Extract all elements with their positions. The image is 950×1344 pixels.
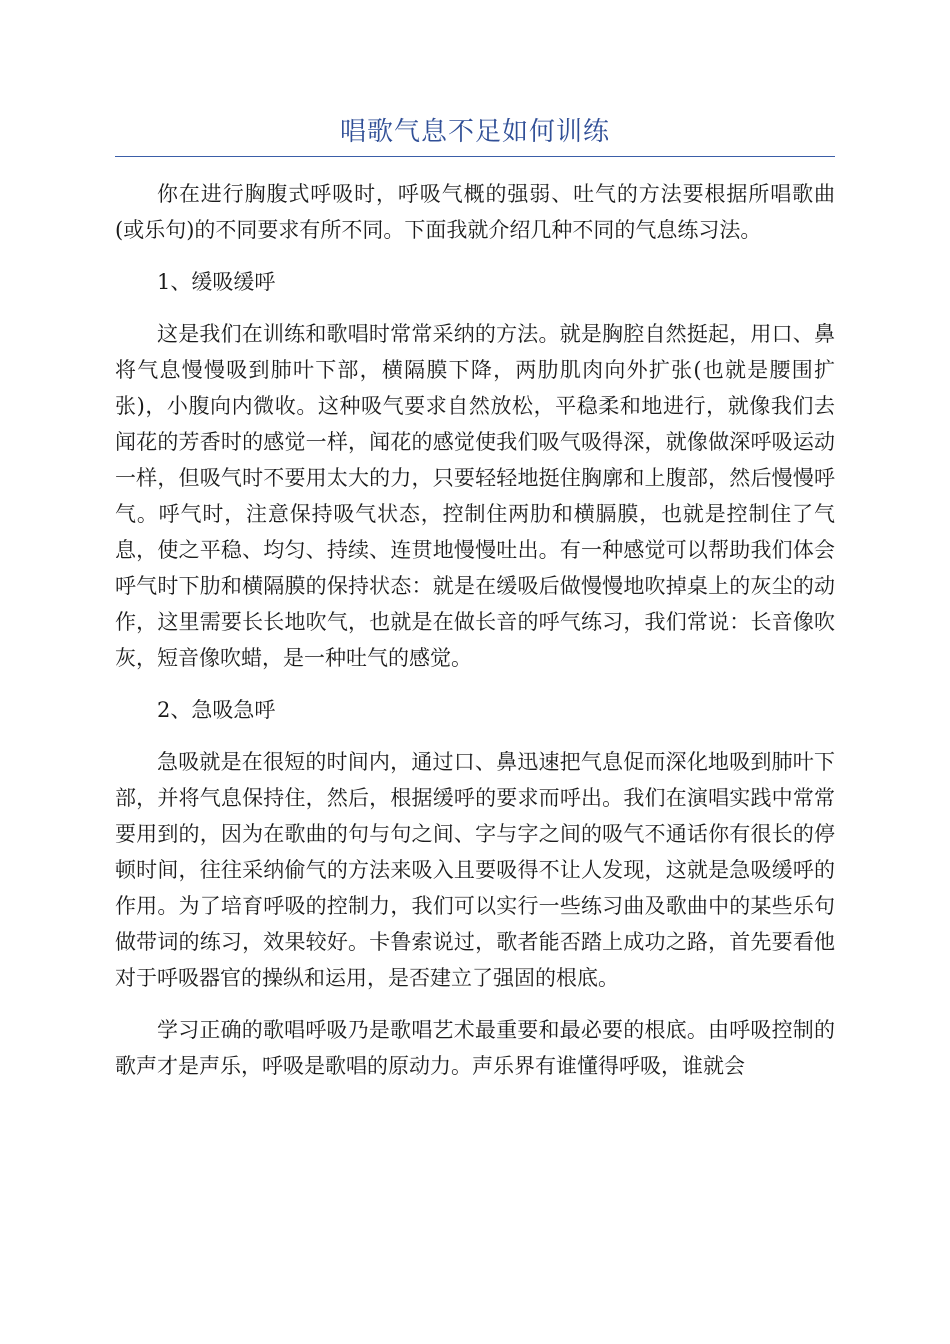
intro-paragraph: 你在进行胸腹式呼吸时，呼吸气概的强弱、吐气的方法要根据所唱歌曲(或乐句)的不同要求有所不同。下面我就介绍几种不同的气息练习法。 (115, 182, 835, 242)
section-heading-slow-breath: 1、缓吸缓呼 (157, 270, 276, 294)
slow-breath-paragraph: 这是我们在训练和歌唱时常常采纳的方法。就是胸腔自然挺起，用口、鼻将气息慢慢吸到肺叶下部，横隔膜下降，两肋肌肉向外扩张(也就是腰围扩张)，小腹向内微收。这种吸气要求自然放松，平稳柔和地进行，就像我们去闻花的芳香时的感觉一样，闻花的感觉使我们吸气吸得深，就像做深呼吸运动一样，但吸气时不要用太大的力，只要轻轻地挺住胸廓和上腹部，然后慢慢呼气。呼气时，注意保持吸气状态，控制住两肋和横膈膜，也就是控制住了气息，使之平稳、均匀、持续、连贯地慢慢吐出。有一种感觉可以帮助我们体会呼气时下肋和横隔膜的保持状态：就是在缓吸后做慢慢地吹掉桌上的灰尘的动作，这里需要长长地吹气，也就是在做长音的呼气练习，我们常说：长音像吹灰，短音像吹蜡，是一种吐气的感觉。 (115, 322, 835, 670)
page-title: 唱歌气息不足如何训练 (339, 117, 610, 147)
closing-paragraph: 学习正确的歌唱呼吸乃是歌唱艺术最重要和最必要的根底。由呼吸控制的歌声才是声乐，呼吸是歌唱的原动力。声乐界有谁懂得呼吸，谁就会 (115, 1018, 835, 1078)
title-block (115, 112, 835, 157)
fast-breath-paragraph: 急吸就是在很短的时间内，通过口、鼻迅速把气息促而深化地吸到肺叶下部，并将气息保持住，然后，根据缓呼的要求而呼出。我们在演唱实践中常常要用到的，因为在歌曲的句与句之间、字与字之间的吸气不通话你有很长的停顿时间，往往采纳偷气的方法来吸入且要吸得不让人发现，这就是急吸缓呼的作用。为了培育呼吸的控制力，我们可以实行一些练习曲及歌曲中的某些乐句做带词的练习，效果较好。卡鲁索说过，歌者能否踏上成功之路，首先要看他对于呼吸器官的操纵和运用，是否建立了强固的根底。 (115, 750, 835, 990)
document-body (115, 176, 835, 1100)
section-heading-fast-breath: 2、急吸急呼 (157, 698, 276, 722)
